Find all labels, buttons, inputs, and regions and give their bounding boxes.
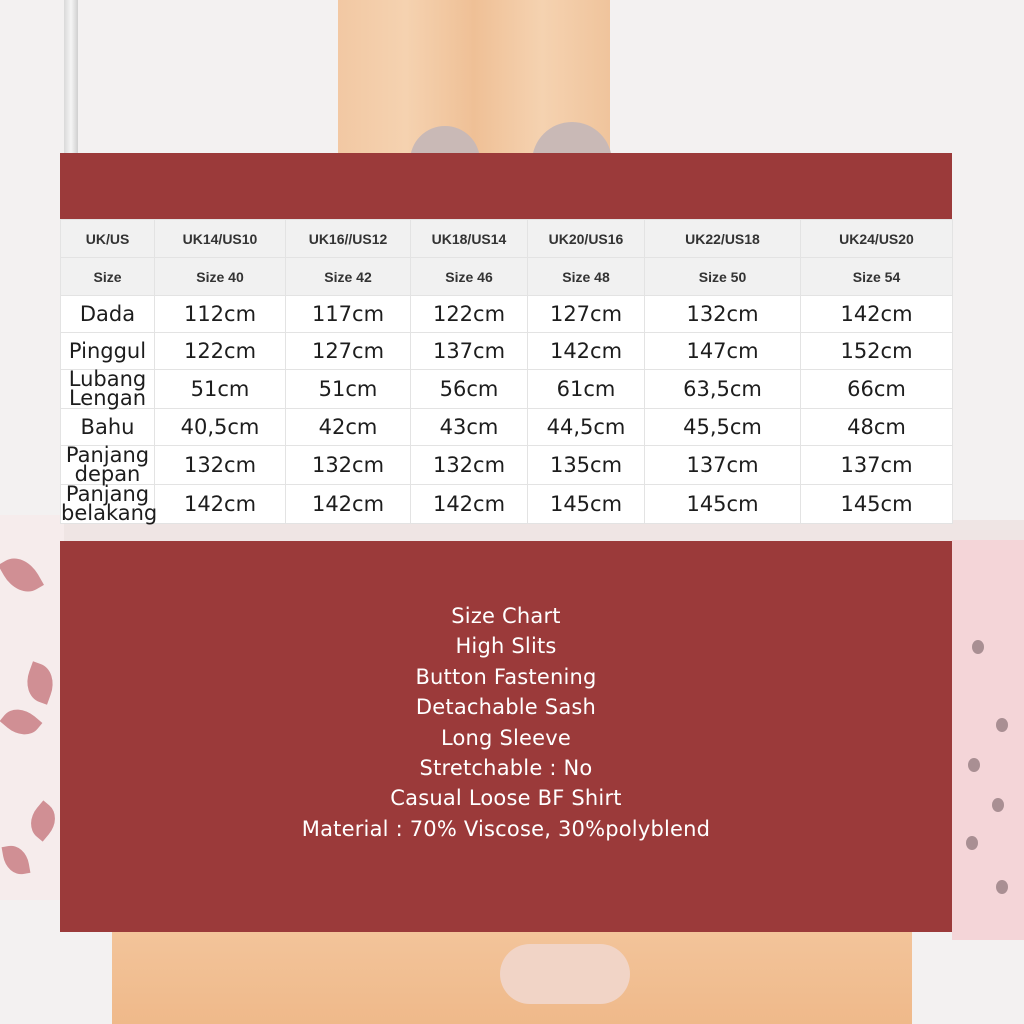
leaf-shape [21,661,60,704]
table-cell: 63,5cm [645,370,801,409]
table-cell: 127cm [528,296,645,333]
table-cell: 51cm [155,370,286,409]
feature-line: Button Fastening [415,664,597,689]
table-cell: 117cm [286,296,411,333]
leaf-shape [0,550,44,600]
dot-shape [966,836,978,850]
table-cell: 122cm [411,296,528,333]
table-header-row [61,258,953,296]
table-cell: Size 42 [286,258,411,296]
row-label: Size [61,258,155,296]
table-cell: 145cm [801,485,953,524]
table-row [61,370,953,409]
row-label: Panjang depan [61,446,155,485]
feature-line: Stretchable : No [419,756,593,781]
row-label: Pinggul [61,333,155,370]
table-cell: 66cm [801,370,953,409]
table-cell: 142cm [155,485,286,524]
table-cell: 51cm [286,370,411,409]
table-cell: UK22/US18 [645,220,801,258]
table-cell: 48cm [801,409,953,446]
table-cell: Size 50 [645,258,801,296]
table-row [61,446,953,485]
table-cell: 142cm [411,485,528,524]
table-cell: 61cm [528,370,645,409]
table-cell: 145cm [645,485,801,524]
table-cell: 132cm [155,446,286,485]
row-label: Dada [61,296,155,333]
feature-list [60,601,952,844]
table-cell: 127cm [286,333,411,370]
dot-shape [968,758,980,772]
table-row [61,296,953,333]
table-cell: 135cm [528,446,645,485]
feature-line: Size Chart [451,604,561,628]
table-cell: 137cm [801,446,953,485]
dot-shape [996,880,1008,894]
row-label: UK/US [61,220,155,258]
feature-line: Long Sleeve [440,725,572,750]
feature-line: High Slits [455,634,557,659]
dot-shape [996,718,1008,732]
table-cell: 42cm [286,409,411,446]
table-cell: 40,5cm [155,409,286,446]
polka-dot-garment [952,540,1024,940]
table-cell: 132cm [286,446,411,485]
table-cell: 142cm [801,296,953,333]
table-cell: 45,5cm [645,409,801,446]
table-cell: 142cm [528,333,645,370]
dot-shape [992,798,1004,812]
table-cell: Size 48 [528,258,645,296]
leaf-shape [23,800,63,841]
row-label: Lubang Lengan [61,370,155,409]
row-label: Panjang belakang [61,482,158,525]
table-cell: 132cm [411,446,528,485]
top-banner [60,153,952,219]
table-row [61,333,953,370]
table-cell: 137cm [645,446,801,485]
table-cell: UK24/US20 [801,220,953,258]
row-label: Bahu [61,409,155,446]
floral-fabric [0,515,64,900]
size-table [60,219,953,524]
table-cell: UK16//US12 [286,220,411,258]
table-row [61,409,953,446]
leaf-shape [0,701,42,743]
table-cell: Size 40 [155,258,286,296]
table-header-row [61,220,953,258]
feature-line: Material : 70% Viscose, 30%polyblend [301,816,711,841]
table-row [61,485,953,524]
feature-line: Detachable Sash [415,695,597,720]
product-info-panel [60,541,952,932]
table-cell: Size 46 [411,258,528,296]
table-cell: 43cm [411,409,528,446]
table-cell: 44,5cm [528,409,645,446]
table-cell: 122cm [155,333,286,370]
leaf-shape [2,843,31,877]
table-cell: UK18/US14 [411,220,528,258]
clothing-rail [64,0,78,160]
table-cell: 112cm [155,296,286,333]
table-cell: 132cm [645,296,801,333]
feature-line: Casual Loose BF Shirt [390,786,622,811]
table-cell: 145cm [528,485,645,524]
table-cell: Size 54 [801,258,953,296]
table-cell: 56cm [411,370,528,409]
table-cell: UK20/US16 [528,220,645,258]
table-cell: UK14/US10 [155,220,286,258]
table-cell: 137cm [411,333,528,370]
table-cell: 147cm [645,333,801,370]
dot-shape [972,640,984,654]
model-hand [500,944,630,1004]
table-cell: 142cm [286,485,411,524]
table-cell: 152cm [801,333,953,370]
